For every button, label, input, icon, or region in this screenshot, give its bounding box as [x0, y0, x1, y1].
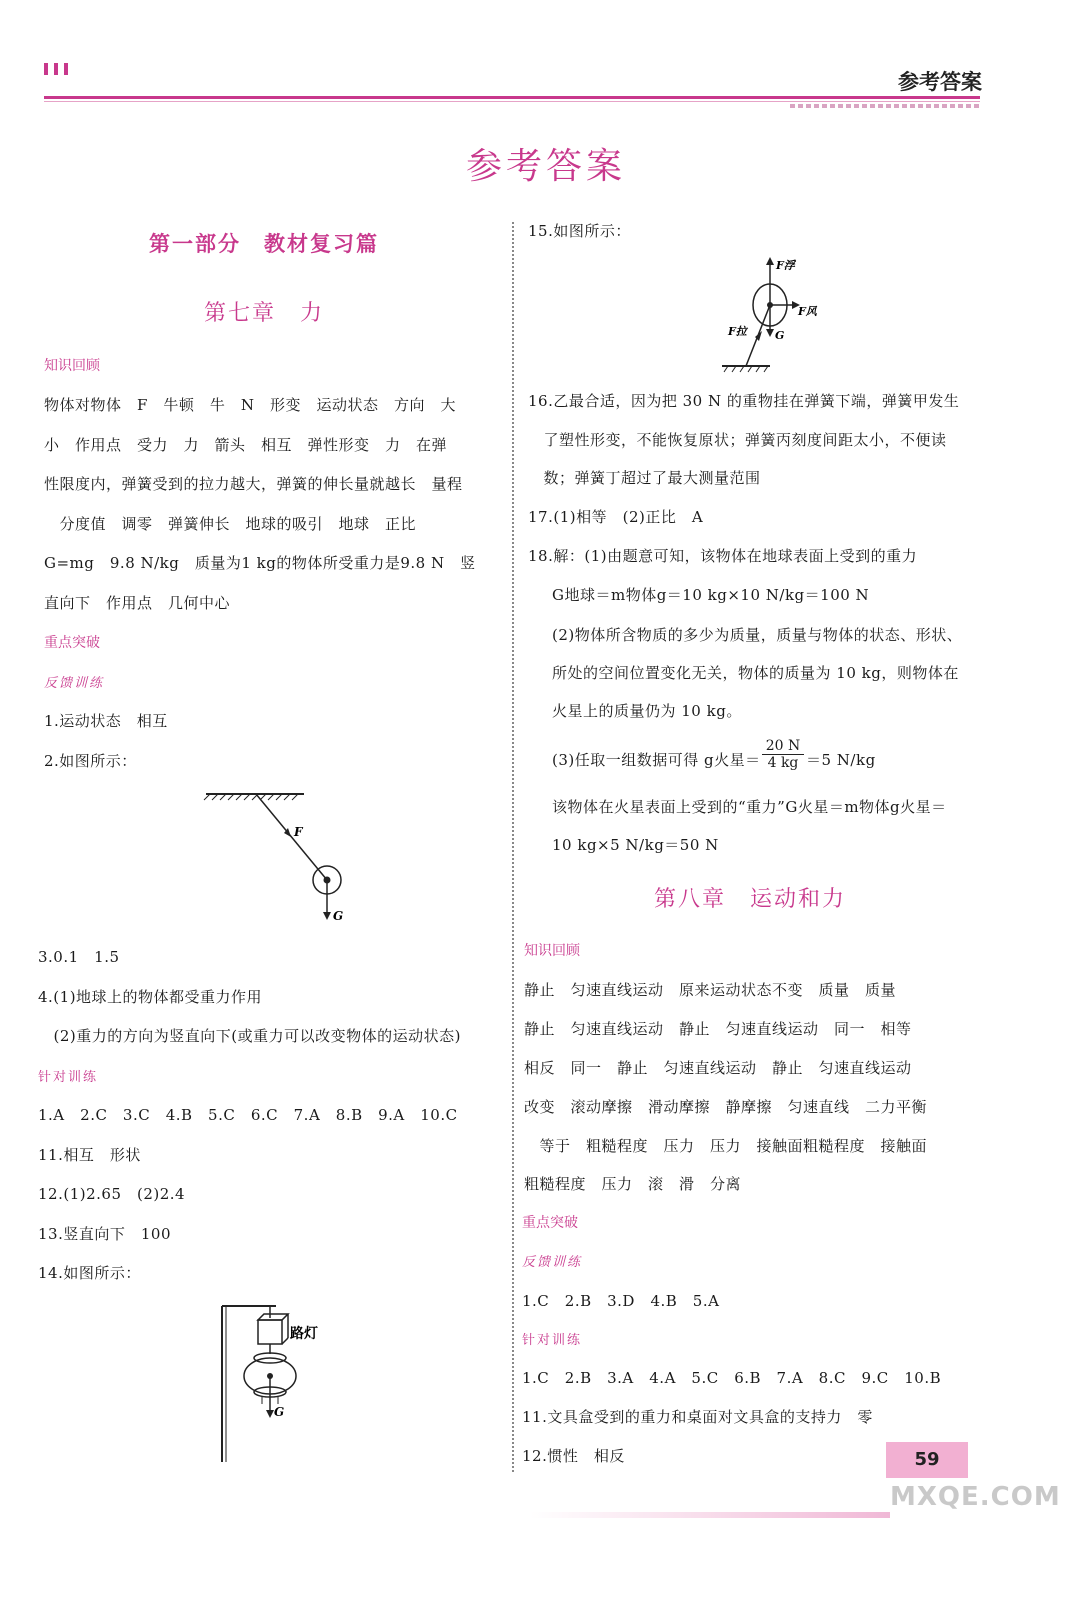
answer-line: 14.如图所示： [38, 1264, 141, 1282]
part-title: 第一部分 教材复习篇 [149, 232, 379, 256]
header-dots [790, 104, 980, 108]
answer-line: 3.0.1 1.5 [38, 948, 120, 966]
page-number: 59 [886, 1442, 968, 1478]
answer-line: (2)重力的方向为竖直向下(或重力可以改变物体的运动状态) [38, 1027, 461, 1045]
street-lamp-figure [212, 1296, 342, 1466]
fraction-denominator: 4 kg [762, 754, 804, 771]
answer-line: G地球＝m物体g＝10 kg×10 N/kg＝100 N [552, 586, 870, 604]
answer-line: ＝5 N/kg [806, 751, 876, 769]
answer-line: 火星上的质量仍为 10 kg。 [552, 702, 742, 720]
knowledge-line: 等于 粗糙程度 压力 压力 接触面粗糙程度 接触面 [524, 1137, 928, 1155]
fraction-numerator: 20 N [765, 738, 801, 754]
watermark: MXQE.COM [890, 1482, 1061, 1512]
answer-line: 12.(1)2.65 (2)2.4 [38, 1185, 186, 1203]
f-pull-label: F拉 [728, 325, 747, 338]
force-g-label: G [274, 1405, 285, 1419]
sub-feedback-training: 反馈训练 [44, 676, 105, 691]
balloon-force-figure [722, 255, 832, 375]
header-rule [44, 96, 980, 99]
answer-line: 1.C 2.B 3.A 4.A 5.C 6.B 7.A 8.C 9.C 10.B [522, 1369, 942, 1387]
knowledge-line: 物体对物体 F 牛顿 牛 N 形变 运动状态 方向 大 [44, 396, 457, 414]
chapter-title-8: 第八章 运动和力 [653, 887, 846, 912]
lamp-label: 路灯 [290, 1326, 318, 1342]
header-title: 参考答案 [898, 70, 982, 94]
answer-line: 数；弹簧丁超过了最大测量范围 [528, 469, 761, 487]
answer-line: 1.C 2.B 3.D 4.B 5.A [522, 1292, 720, 1310]
pendulum-figure [200, 788, 360, 928]
knowledge-line: 静止 匀速直线运动 原来运动状态不变 质量 质量 [524, 981, 897, 999]
answer-line: 15.如图所示： [528, 222, 631, 240]
sub-feedback-training: 反馈训练 [522, 1255, 583, 1270]
section-focus: 重点突破 [44, 635, 100, 651]
answer-line: 16.乙最合适，因为把 30 N 的重物挂在弹簧下端，弹簧甲发生 [528, 392, 960, 410]
sub-targeted-training: 针对训练 [522, 1333, 583, 1348]
knowledge-line: 直向下 作用点 几何中心 [44, 594, 231, 612]
answer-line: 11.文具盒受到的重力和桌面对文具盒的支持力 零 [522, 1408, 873, 1426]
answer-line: 2.如图所示： [44, 752, 137, 770]
sub-targeted-training: 针对训练 [38, 1070, 99, 1085]
knowledge-line: 性限度内，弹簧受到的拉力越大，弹簧的伸长量就越长 量程 [44, 475, 463, 493]
f-float-label: F浮 [776, 259, 795, 272]
answer-line: 10 kg×5 N/kg＝50 N [552, 836, 719, 854]
knowledge-line: 改变 滚动摩擦 滑动摩擦 静摩擦 匀速直线 二力平衡 [524, 1098, 928, 1116]
knowledge-line: 相反 同一 静止 匀速直线运动 静止 匀速直线运动 [524, 1059, 912, 1077]
knowledge-line: 分度值 调零 弹簧伸长 地球的吸引 地球 正比 [44, 515, 417, 533]
fraction [762, 738, 804, 771]
answer-line: 1.A 2.C 3.C 4.B 5.C 6.C 7.A 8.B 9.A 10.C [38, 1106, 458, 1124]
answer-line: 了塑性形变，不能恢复原状；弹簧丙刻度间距太小，不便读 [528, 431, 947, 449]
section-knowledge-review: 知识回顾 [44, 358, 100, 374]
g-label: G [775, 329, 785, 342]
page-title: 参考答案 [465, 146, 626, 187]
answer-line: (2)物体所含物质的多少为质量，质量与物体的状态、形状、 [552, 626, 963, 644]
column-divider [512, 222, 514, 1472]
footer-bar [530, 1512, 890, 1518]
knowledge-line: G=mg 9.8 N/kg 质量为1 kg的物体所受重力是9.8 N 竖 [44, 554, 476, 572]
force-f-label: F [294, 825, 303, 839]
chapter-title-7: 第七章 力 [203, 301, 324, 326]
answer-line: 4.(1)地球上的物体都受重力作用 [38, 988, 263, 1006]
answer-line: 13.竖直向下 100 [38, 1225, 171, 1243]
knowledge-line: 静止 匀速直线运动 静止 匀速直线运动 同一 相等 [524, 1020, 912, 1038]
answer-line: (3)任取一组数据可得 g火星＝ [552, 751, 761, 769]
header-rule-thin [44, 101, 980, 102]
section-focus: 重点突破 [522, 1215, 578, 1231]
answer-line: 1.运动状态 相互 [44, 712, 168, 730]
knowledge-line: 小 作用点 受力 力 箭头 相互 弹性形变 力 在弹 [44, 436, 448, 454]
answer-line: 11.相互 形状 [38, 1146, 141, 1164]
section-knowledge-review: 知识回顾 [524, 943, 580, 959]
f-wind-label: F风 [798, 305, 817, 318]
knowledge-line: 粗糙程度 压力 滚 滑 分离 [524, 1175, 742, 1193]
answer-line: 18.解：(1)由题意可知，该物体在地球表面上受到的重力 [528, 547, 918, 565]
answer-line: 所处的空间位置变化无关，物体的质量为 10 kg，则物体在 [552, 664, 959, 682]
header-corner-mark [44, 60, 88, 94]
answer-line: 该物体在火星表面上受到的“重力”G火星＝m物体g火星＝ [552, 798, 947, 816]
answer-line: 12.惯性 相反 [522, 1447, 625, 1465]
force-g-label: G [333, 909, 344, 923]
answer-line: 17.(1)相等 (2)正比 A [528, 508, 704, 526]
